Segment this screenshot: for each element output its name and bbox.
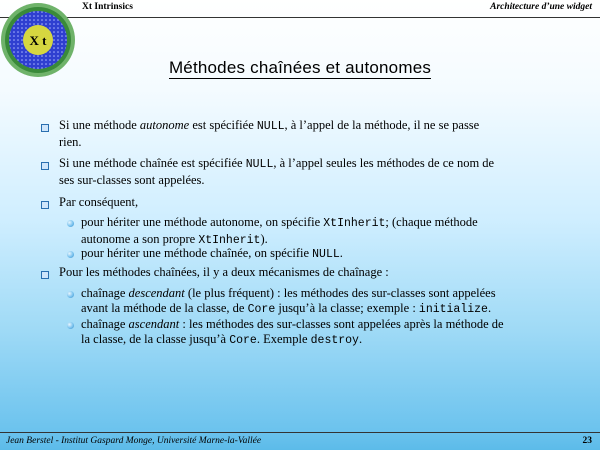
- square-bullet-icon: [41, 201, 49, 209]
- round-bullet-icon: [67, 291, 74, 298]
- round-bullet-icon: [67, 220, 74, 227]
- footer-author: Jean Berstel - Institut Gaspard Monge, Université Marne-la-Vallée: [6, 436, 262, 446]
- slide-title: Méthodes chaînées et autonomes: [168, 58, 432, 77]
- bullet-4-sub-1: chaînage descendant (le plus fréquent) : les méthodes des sur-classes sont appelées avant la méthode de la classe, de Core jusqu’à la classe; exemple : initialize.: [81, 286, 496, 316]
- bullet-3-sub-1: pour hériter une méthode autonome, on spécifie XtInherit; (chaque méthode autonome a son propre XtInherit).: [81, 215, 478, 247]
- square-bullet-icon: [41, 271, 49, 279]
- bullet-3: Par conséquent,: [59, 195, 139, 209]
- page-number: 23: [582, 436, 592, 446]
- footer-bar: [0, 432, 600, 451]
- bullet-4-sub-2: chaînage ascendant : les méthodes des sur-classes sont appelées après la méthode de la classe, de la classe jusqu’à Core. Exemple destroy.: [81, 317, 504, 347]
- bullet-3-sub-2: pour hériter une méthode chaînée, on spécifie NULL.: [81, 246, 343, 261]
- round-bullet-icon: [67, 322, 74, 329]
- bullet-2: Si une méthode chaînée est spécifiée NULL, à l’appel seules les méthodes de ce nom de ses sur-classes sont appelées.: [59, 156, 495, 187]
- bullet-1: Si une méthode autonome est spécifiée NULL, à l’appel de la méthode, il ne se passe rien.: [59, 118, 480, 149]
- bullet-4: Pour les méthodes chaînées, il y a deux mécanismes de chaînage :: [59, 265, 389, 279]
- square-bullet-icon: [41, 124, 49, 132]
- square-bullet-icon: [41, 162, 49, 170]
- logo-label: X t: [29, 33, 47, 48]
- round-bullet-icon: [67, 251, 74, 258]
- header-course-title: Xt Intrinsics: [82, 2, 133, 12]
- header-chapter-title: Architecture d’une widget: [490, 2, 592, 12]
